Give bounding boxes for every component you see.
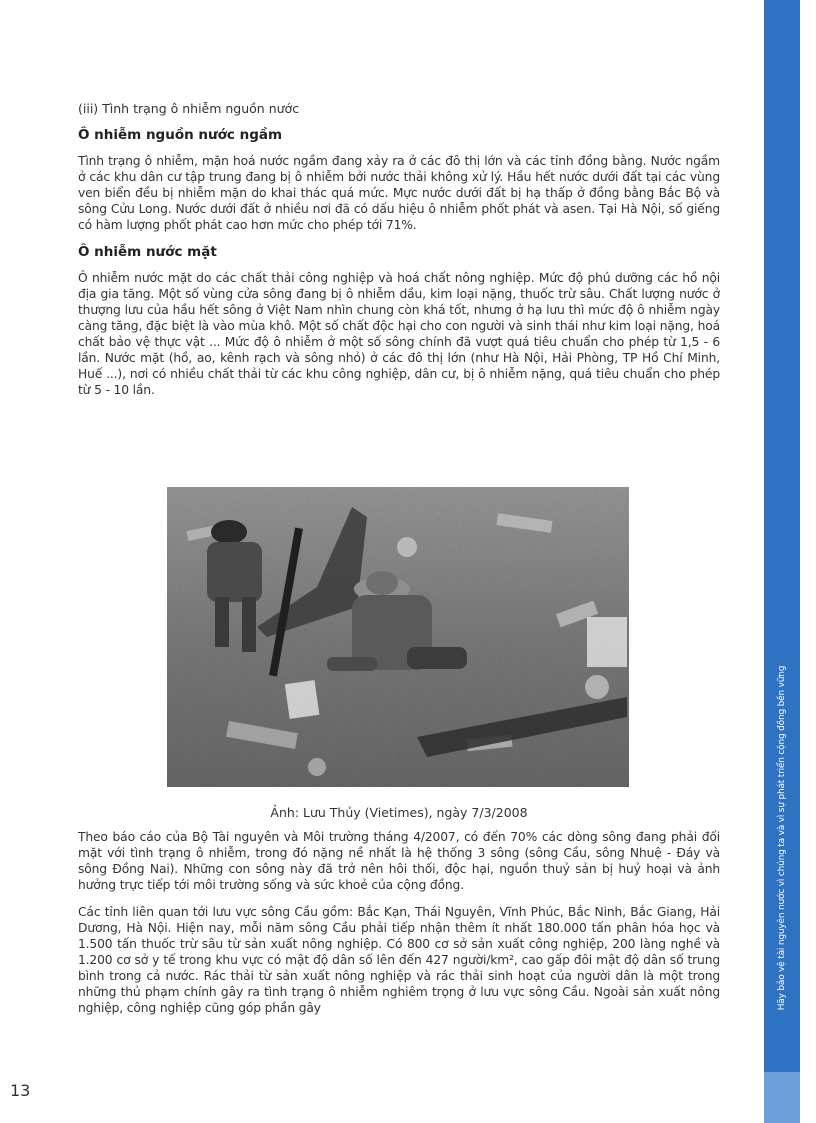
report-paragraph: Theo báo cáo của Bộ Tài nguyên và Môi trường tháng 4/2007, có đến 70% các dòng sông đang phải đối mặt với tình trạng ô nhiễm, trong đó nặng nề nhất là hệ thống 3 sông (sông Cầu, sông Nhuệ - Đáy và sông Đồng Nai). Những con sông này đã trở nên hôi thối, độc hại, nguồn thuỷ sản bị huỷ hoại và ảnh hưởng trực tiếp tới môi trường sống và sức khoẻ của cộng đồng. xyxy=(78,830,720,892)
side-bar-bottom-block xyxy=(764,1072,800,1123)
groundwater-heading: Ô nhiễm nguồn nước ngầm xyxy=(78,127,283,143)
side-bar-slogan: Hãy bảo vệ tài nguyên nước vì chúng ta và vì sự phát triển cộng đồng bền vững xyxy=(777,665,787,1011)
main-content-top xyxy=(78,101,720,409)
main-content-bottom xyxy=(78,829,720,1027)
surface-water-paragraph: Ô nhiễm nước mặt do các chất thải công nghiệp và hoá chất nông nghiệp. Mức độ phú dưỡng các hồ nội địa gia tăng. Một số vùng cửa sông đang bị ô nhiễm dầu, kim loại nặng, thuốc trừ sâu. Chất lượng nước ở thượng lưu của hầu hết sông ở Việt Nam nhìn chung còn khá tốt, nhưng ở hạ lưu thì mức độ ô nhiễm ngày càng tăng, đặc biệt là vào mùa khô. Một số chất độc hại cho con người và sinh thái như kim loại nặng, hoá chất bảo vệ thực vật ... Mức độ ô nhiễm ở một số sông chính đã vượt quá tiêu chuẩn cho phép từ 1,5 - 6 lần. Nước mặt (hồ, ao, kênh rạch và sông nhỏ) ở các đô thị lớn (như Hà Nội, Hải Phòng, TP Hồ Chí Minh, Huế ...), nơi có nhiều chất thải từ các khu công nghiệp, dân cư, bị ô nhiễm nặng, quá tiêu chuẩn cho phép từ 5 - 10 lần. xyxy=(78,271,720,397)
polluted-river-photo xyxy=(167,487,629,787)
page-number: 13 xyxy=(10,1081,31,1100)
section-title: (iii) Tình trạng ô nhiễm nguồn nước xyxy=(78,101,300,116)
photo-caption: Ảnh: Lưu Thủy (Vietimes), ngày 7/3/2008 xyxy=(270,805,528,820)
cau-river-paragraph: Các tỉnh liên quan tới lưu vực sông Cầu gồm: Bắc Kạn, Thái Nguyên, Vĩnh Phúc, Bắc Ninh, Bắc Giang, Hải Dương, Hà Nội. Hiện nay, mỗi năm sông Cầu phải tiếp nhận thêm ít nhất 180.000 tấn phân hóa học và 1.500 tấn thuốc trừ sâu từ sản xuất nông nghiệp. Có 800 cơ sở sản xuất công nghiệp, 200 làng nghề và 1.200 cơ sở y tế trong khu vực có mật độ dân số lên đến 427 người/km², cao gấp đôi mật độ dân số trung bình trong cả nước. Rác thải từ sản xuất nông nghiệp và rác thải sinh hoạt của người dân là một trong những thủ phạm chính gây ra tình trạng ô nhiễm nghiêm trọng ở lưu vực sông Cầu. Ngoài sản xuất nông nghiệp, công nghiệp cũng góp phần gây xyxy=(78,905,720,1015)
photo-illustration xyxy=(167,487,629,787)
surface-water-heading: Ô nhiễm nước mặt xyxy=(78,244,217,260)
groundwater-paragraph: Tình trạng ô nhiễm, mặn hoá nước ngầm đang xảy ra ở các đô thị lớn và các tỉnh đồng bằng. Nước ngầm ở các khu dân cư tập trung đang bị ô nhiễm bởi nước thải không xử lý. Hầu hết nước dưới đất tại các vùng ven biển đều bị nhiễm mặn do khai thác quá mức. Mực nước dưới đất bị hạ thấp ở đồng bằng Bắc Bộ và sông Cửu Long. Nước dưới đất ở nhiều nơi đã có dấu hiệu ô nhiễm phốt phát và asen. Tại Hà Nội, số giếng có hàm lượng phốt phát cao hơn mức cho phép tới 71%. xyxy=(78,154,720,232)
